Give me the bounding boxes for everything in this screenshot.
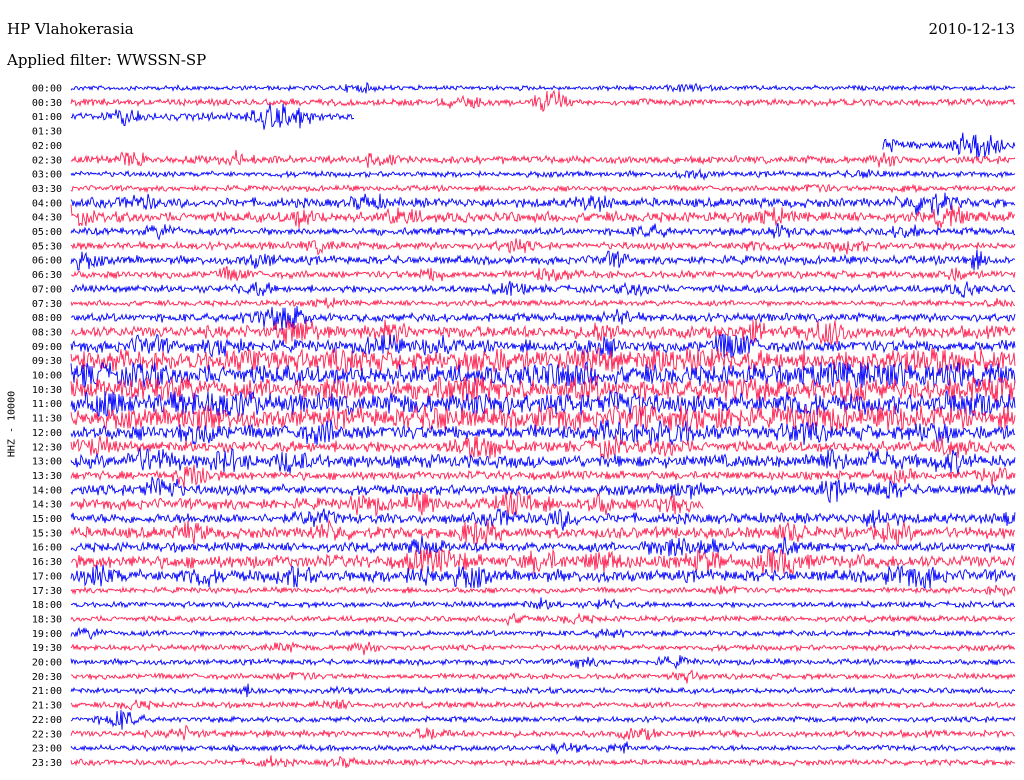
trace-line: [71, 184, 1015, 192]
time-tick-label: 19:30: [31, 643, 62, 655]
time-tick-label: 06:30: [31, 270, 62, 282]
time-tick-label: 18:00: [31, 600, 62, 612]
trace-line: [71, 509, 1015, 531]
time-tick-label: 23:00: [31, 743, 62, 755]
time-tick-label: 01:00: [31, 112, 62, 124]
trace-line: [71, 700, 1015, 710]
trace-line: [71, 193, 1015, 216]
time-tick-label: 15:30: [31, 528, 62, 540]
time-tick-label: 04:30: [31, 212, 62, 224]
trace-line: [71, 266, 1015, 281]
trace-line: [71, 91, 1015, 112]
time-tick-label: 20:30: [31, 671, 62, 683]
time-tick-label: 21:30: [31, 700, 62, 712]
station-name: HP Vlahokerasia: [7, 20, 134, 38]
time-tick-label: 14:00: [31, 485, 62, 497]
trace-line: [71, 710, 1015, 730]
time-tick-label: 09:00: [31, 341, 62, 353]
trace-line: [71, 755, 1015, 768]
trace-line: [71, 435, 1015, 459]
time-tick-label: 01:30: [31, 126, 62, 138]
time-tick-label: 13:30: [31, 470, 62, 482]
time-tick-label: 07:30: [31, 298, 62, 310]
trace-line: [71, 565, 1015, 589]
time-tick-label: 07:00: [31, 284, 62, 296]
time-tick-label: 12:30: [31, 442, 62, 454]
trace-line: [883, 133, 1015, 158]
time-tick-label: 16:00: [31, 542, 62, 554]
time-tick-label: 20:00: [31, 657, 62, 669]
trace-line: [71, 104, 354, 130]
time-tick-label: 03:00: [31, 169, 62, 181]
trace-line: [71, 319, 1015, 345]
trace-line: [71, 238, 1015, 254]
trace-line: [71, 281, 1015, 298]
trace-line: [71, 477, 1015, 503]
time-tick-label: 22:30: [31, 729, 62, 741]
time-tick-label: 00:00: [31, 83, 62, 95]
trace-line: [71, 628, 1015, 639]
time-tick-label: 23:30: [31, 757, 62, 769]
time-tick-label: 14:30: [31, 499, 62, 511]
time-tick-label: 18:30: [31, 614, 62, 626]
trace-line: [71, 391, 1015, 417]
trace-line: [71, 655, 1015, 668]
trace-line: [71, 223, 1015, 239]
trace-line: [71, 306, 1015, 331]
trace-line: [71, 726, 1015, 741]
time-tick-label: 02:00: [31, 140, 62, 152]
time-tick-label: 08:00: [31, 313, 62, 325]
trace-line: [71, 169, 1015, 179]
time-tick-label: 11:30: [31, 413, 62, 425]
time-tick-label: 19:00: [31, 628, 62, 640]
time-tick-label: 00:30: [31, 97, 62, 109]
recording-date: 2010-12-13: [928, 20, 1015, 38]
time-tick-label: 22:00: [31, 714, 62, 726]
trace-line: [71, 205, 1015, 228]
time-tick-label: 09:30: [31, 356, 62, 368]
time-tick-label: 02:30: [31, 155, 62, 167]
trace-line: [71, 597, 1015, 609]
time-tick-label: 05:30: [31, 241, 62, 253]
time-tick-label: 10:00: [31, 370, 62, 382]
time-tick-label: 11:00: [31, 399, 62, 411]
time-tick-label: 03:30: [31, 183, 62, 195]
trace-line: [71, 465, 1015, 489]
trace-line: [71, 670, 1015, 683]
time-tick-label: 04:00: [31, 198, 62, 210]
filter-label: Applied filter: WWSSN-SP: [7, 51, 207, 69]
trace-line: [71, 742, 1015, 754]
time-tick-label: 17:00: [31, 571, 62, 583]
time-tick-label: 10:30: [31, 384, 62, 396]
time-tick-label: 21:00: [31, 686, 62, 698]
time-tick-label: 05:00: [31, 227, 62, 238]
trace-line: [71, 642, 1015, 655]
time-tick-label: 06:00: [31, 255, 62, 267]
trace-line: [71, 150, 1015, 168]
time-tick-label: 15:00: [31, 514, 62, 525]
trace-line: [71, 549, 1015, 575]
time-tick-label: 16:30: [31, 557, 62, 569]
trace-line: [71, 250, 1015, 271]
trace-line: [71, 83, 1015, 93]
trace-line: [71, 298, 1015, 309]
time-tick-label: 17:30: [31, 585, 62, 597]
trace-line: [71, 684, 1015, 698]
time-tick-label: 08:30: [31, 327, 62, 339]
time-tick-label: 12:00: [31, 427, 62, 439]
trace-line: [71, 585, 1015, 596]
time-tick-label: 13:00: [31, 456, 62, 468]
channel-label: HHZ - 10000: [6, 390, 18, 458]
trace-line: [71, 614, 1015, 625]
